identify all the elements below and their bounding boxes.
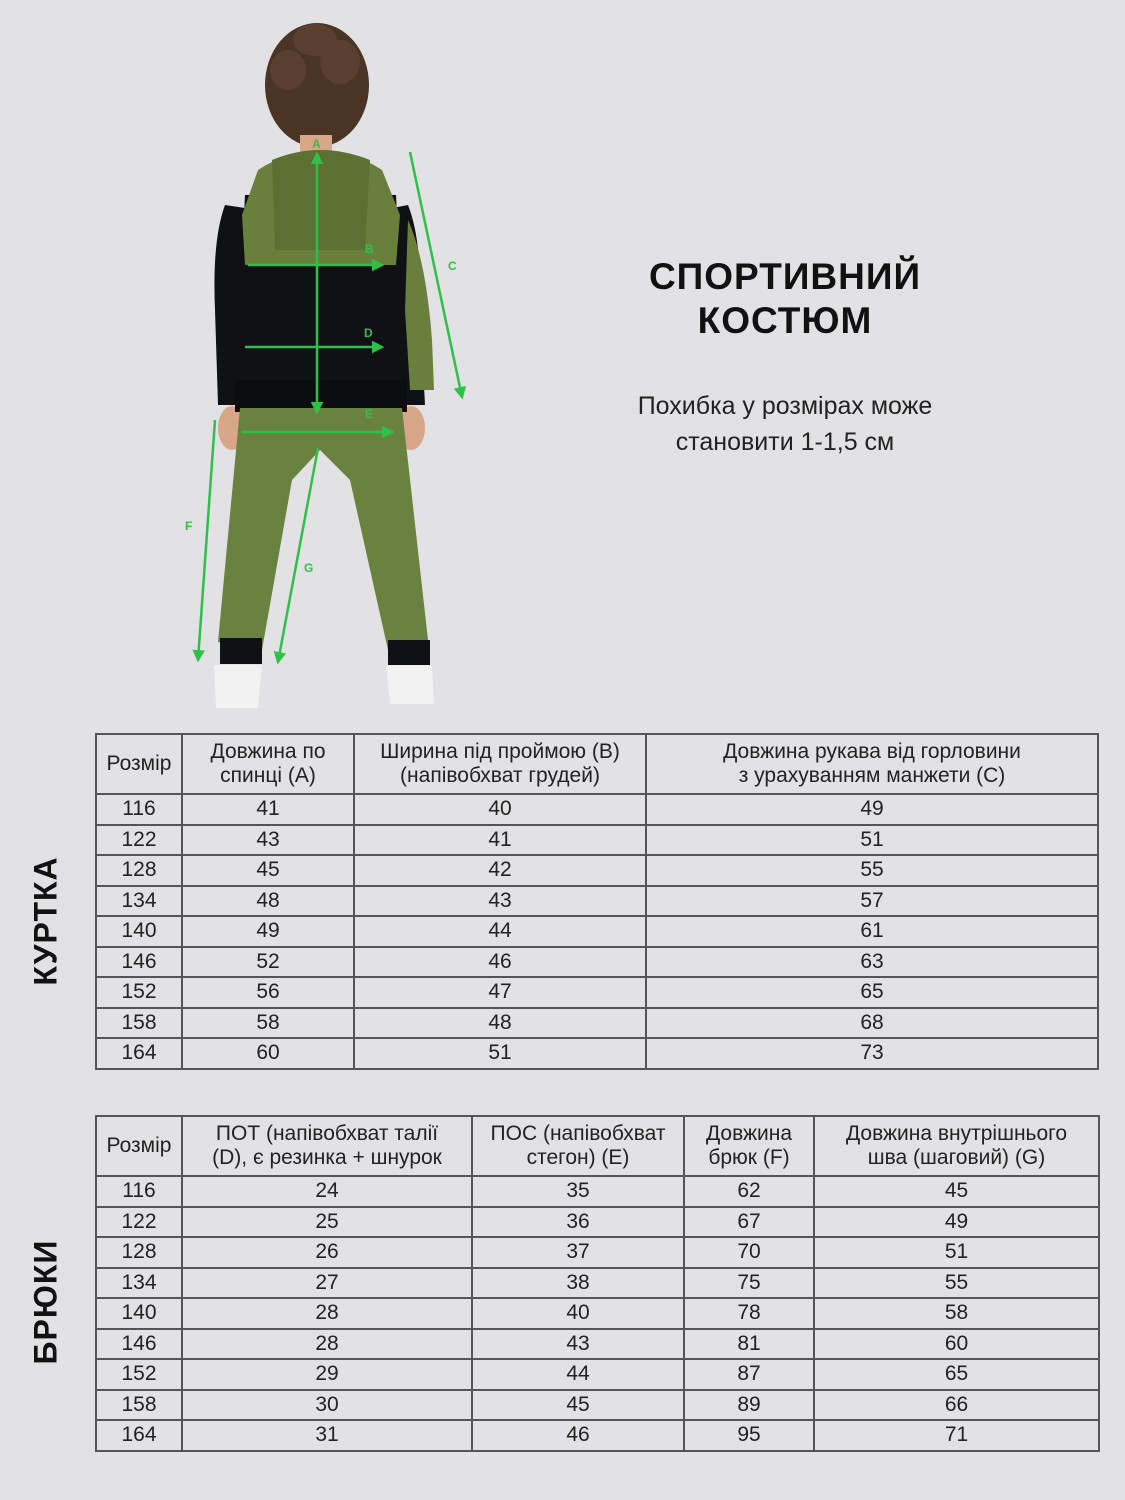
size-cell: 140 [96, 1298, 182, 1329]
table-row [96, 1359, 1099, 1390]
table-row [96, 855, 1098, 886]
column-header-line: (D), є резинка + шнурок [212, 1146, 442, 1169]
marker-d: D [364, 326, 373, 340]
value-cell: 28 [182, 1298, 472, 1329]
value-cell: 78 [684, 1298, 814, 1329]
size-cell: 146 [96, 947, 182, 978]
value-cell: 46 [472, 1420, 684, 1451]
column-header-line: стегон) (Е) [526, 1146, 630, 1169]
value-cell: 49 [646, 794, 1098, 825]
value-cell: 35 [472, 1176, 684, 1207]
column-header [472, 1116, 684, 1176]
value-cell: 55 [646, 855, 1098, 886]
value-cell: 30 [182, 1390, 472, 1421]
size-cell: 140 [96, 916, 182, 947]
value-cell: 24 [182, 1176, 472, 1207]
arrow-f [198, 420, 215, 660]
column-header-line: Ширина під проймою (В) [380, 740, 620, 763]
value-cell: 40 [354, 794, 646, 825]
marker-c: C [448, 259, 457, 273]
table-row [96, 1237, 1099, 1268]
value-cell: 63 [646, 947, 1098, 978]
value-cell: 68 [646, 1008, 1098, 1039]
column-header-line: Довжина рукава від горловини [723, 740, 1021, 763]
table-row [96, 1420, 1099, 1451]
column-header-line: Довжина [705, 1122, 793, 1145]
table-row [96, 1298, 1099, 1329]
column-header-line: Розмір [106, 752, 172, 775]
marker-a: A [312, 137, 321, 151]
value-cell: 37 [472, 1237, 684, 1268]
value-cell: 43 [472, 1329, 684, 1360]
value-cell: 56 [182, 977, 354, 1008]
table-row [96, 977, 1098, 1008]
marker-g: G [304, 561, 314, 575]
table-row [96, 1329, 1099, 1360]
value-cell: 31 [182, 1420, 472, 1451]
value-cell: 55 [814, 1268, 1099, 1299]
column-header-line: брюк (F) [708, 1146, 790, 1169]
pants-section-label: БРЮКИ [27, 1239, 64, 1365]
value-cell: 45 [182, 855, 354, 886]
column-header [182, 1116, 472, 1176]
column-header [684, 1116, 814, 1176]
value-cell: 41 [354, 825, 646, 856]
marker-e: E [365, 407, 374, 421]
note-line: Похибка у розмірах може [637, 392, 933, 420]
pants-shape [218, 408, 428, 650]
value-cell: 89 [684, 1390, 814, 1421]
column-header [354, 734, 646, 794]
page-title [600, 255, 970, 343]
tolerance-note [590, 388, 980, 460]
column-header-line: Розмір [106, 1134, 172, 1157]
value-cell: 95 [684, 1420, 814, 1451]
table-row [96, 886, 1098, 917]
column-header [814, 1116, 1099, 1176]
column-header-line: (напівобхват грудей) [400, 764, 600, 787]
column-header [182, 734, 354, 794]
value-cell: 87 [684, 1359, 814, 1390]
column-header-line: ПОС (напівобхват [490, 1122, 666, 1145]
jacket-section-label: КУРТКА [27, 856, 64, 986]
value-cell: 81 [684, 1329, 814, 1360]
column-header-line: шва (шаговий) (G) [867, 1146, 1046, 1169]
table-row [96, 1390, 1099, 1421]
column-header-line: ПОТ (напівобхват талії [215, 1122, 439, 1145]
size-cell: 134 [96, 1268, 182, 1299]
value-cell: 75 [684, 1268, 814, 1299]
value-cell: 45 [472, 1390, 684, 1421]
value-cell: 47 [354, 977, 646, 1008]
size-cell: 146 [96, 1329, 182, 1360]
value-cell: 57 [646, 886, 1098, 917]
value-cell: 26 [182, 1237, 472, 1268]
value-cell: 41 [182, 794, 354, 825]
marker-f: F [185, 519, 193, 533]
value-cell: 29 [182, 1359, 472, 1390]
value-cell: 60 [814, 1329, 1099, 1360]
value-cell: 61 [646, 916, 1098, 947]
note-line: становити 1-1,5 см [675, 428, 895, 456]
size-cell: 122 [96, 1207, 182, 1238]
pants-size-table [95, 1115, 1100, 1452]
value-cell: 48 [354, 1008, 646, 1039]
value-cell: 66 [814, 1390, 1099, 1421]
value-cell: 36 [472, 1207, 684, 1238]
size-cell: 134 [96, 886, 182, 917]
column-header-line: спинці (А) [220, 764, 316, 787]
table-row [96, 1207, 1099, 1238]
size-cell: 158 [96, 1008, 182, 1039]
size-cell: 152 [96, 1359, 182, 1390]
size-cell: 128 [96, 855, 182, 886]
value-cell: 27 [182, 1268, 472, 1299]
value-cell: 58 [814, 1298, 1099, 1329]
value-cell: 52 [182, 947, 354, 978]
table-row [96, 794, 1098, 825]
size-cell: 116 [96, 794, 182, 825]
value-cell: 60 [182, 1038, 354, 1069]
value-cell: 49 [814, 1207, 1099, 1238]
marker-b: B [365, 242, 374, 256]
value-cell: 44 [354, 916, 646, 947]
value-cell: 44 [472, 1359, 684, 1390]
table-row [96, 1268, 1099, 1299]
value-cell: 46 [354, 947, 646, 978]
size-cell: 122 [96, 825, 182, 856]
size-cell: 158 [96, 1390, 182, 1421]
column-header [96, 734, 182, 794]
jacket-size-table [95, 733, 1099, 1070]
value-cell: 43 [354, 886, 646, 917]
table-row [96, 1038, 1098, 1069]
table-row [96, 1008, 1098, 1039]
table-row [96, 825, 1098, 856]
size-cell: 152 [96, 977, 182, 1008]
value-cell: 65 [646, 977, 1098, 1008]
title-line: СПОРТИВНИЙ [648, 256, 922, 297]
size-cell: 164 [96, 1420, 182, 1451]
value-cell: 49 [182, 916, 354, 947]
column-header-line: Довжина внутрішнього [845, 1122, 1068, 1145]
value-cell: 28 [182, 1329, 472, 1360]
value-cell: 65 [814, 1359, 1099, 1390]
value-cell: 58 [182, 1008, 354, 1039]
column-header-line: з урахуванням манжети (С) [738, 764, 1006, 787]
model-measurement-figure [170, 10, 490, 720]
value-cell: 42 [354, 855, 646, 886]
value-cell: 73 [646, 1038, 1098, 1069]
value-cell: 38 [472, 1268, 684, 1299]
value-cell: 51 [354, 1038, 646, 1069]
table-row [96, 947, 1098, 978]
title-line: КОСТЮМ [697, 300, 873, 341]
value-cell: 70 [684, 1237, 814, 1268]
value-cell: 71 [814, 1420, 1099, 1451]
value-cell: 62 [684, 1176, 814, 1207]
column-header [96, 1116, 182, 1176]
value-cell: 40 [472, 1298, 684, 1329]
column-header [646, 734, 1098, 794]
value-cell: 67 [684, 1207, 814, 1238]
size-cell: 128 [96, 1237, 182, 1268]
value-cell: 45 [814, 1176, 1099, 1207]
size-cell: 164 [96, 1038, 182, 1069]
column-header-line: Довжина по [210, 740, 326, 763]
table-row [96, 1176, 1099, 1207]
value-cell: 51 [646, 825, 1098, 856]
size-cell: 116 [96, 1176, 182, 1207]
value-cell: 43 [182, 825, 354, 856]
value-cell: 51 [814, 1237, 1099, 1268]
value-cell: 25 [182, 1207, 472, 1238]
value-cell: 48 [182, 886, 354, 917]
table-row [96, 916, 1098, 947]
